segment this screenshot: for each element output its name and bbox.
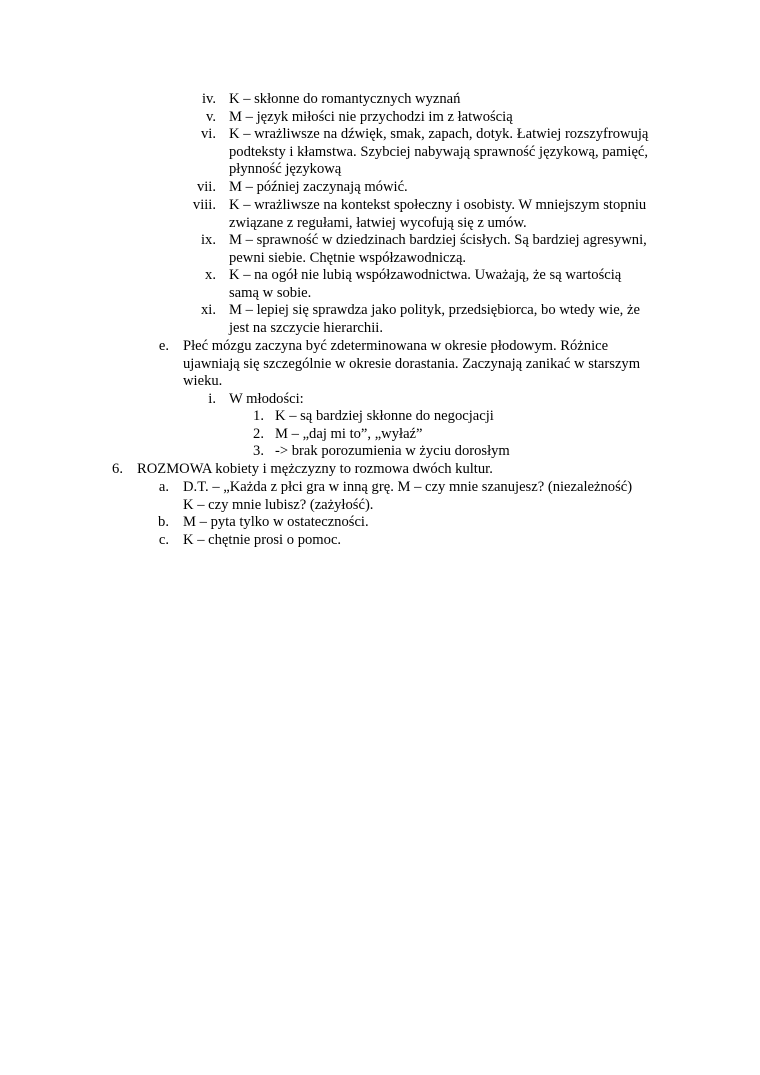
list-marker: e. [158, 338, 169, 354]
list-item-text: M – sprawność w dziedzinach bardziej ścisłych. Są bardziej agresywni, [229, 232, 647, 248]
list-item-text: K – skłonne do romantycznych wyznań [229, 91, 461, 107]
list-marker: 6. [112, 461, 123, 477]
list-item-text: płynność językową [229, 161, 342, 178]
list-item-text: pewni siebie. Chętnie współzawodniczą. [229, 249, 467, 266]
list-item-text: M – język miłości nie przychodzi im z łatwością [229, 109, 513, 125]
list-marker: x. [205, 267, 216, 283]
list-marker: 1. [253, 408, 264, 424]
list-item-text: M – pyta tylko w ostateczności. [183, 514, 369, 530]
list-item-text: wieku. [183, 373, 223, 390]
list-marker: vi. [201, 126, 216, 142]
list-item-text: K – wrażliwsze na kontekst społeczny i osobisty. W mniejszym stopniu [229, 197, 647, 213]
list-item-text: związane z regułami, łatwiej wycofują się z umów. [229, 214, 527, 231]
list-item-text: M – później zaczynają mówić. [229, 179, 408, 195]
list-item-text: K – na ogół nie lubią współzawodnictwa. Uważają, że są wartością [229, 267, 622, 283]
list-marker: a. [158, 479, 169, 495]
list-item-text: K – wrażliwsze na dźwięk, smak, zapach, dotyk. Łatwiej rozszyfrowują [229, 126, 649, 142]
list-marker: 3. [253, 443, 264, 459]
list-marker: xi. [201, 302, 216, 318]
list-item-text: M – lepiej się sprawdza jako polityk, przedsiębiorca, bo wtedy wie, że [229, 302, 640, 318]
list-item-text: D.T. – „Każda z płci gra w inną grę. M – czy mnie szanujesz? (niezależność) [183, 479, 633, 495]
list-marker: ix. [201, 232, 216, 248]
list-item-text: W młodości: [229, 391, 304, 407]
list-item-text: K – są bardziej skłonne do negocjacji [275, 408, 494, 424]
list-marker: v. [206, 109, 216, 125]
list-item-text: ujawniają się szczególnie w okresie dorastania. Zaczynają zanikać w starszym [183, 355, 641, 372]
list-item-text: jest na szczycie hierarchii. [229, 319, 383, 336]
list-item-text: ROZMOWA kobiety i mężczyzny to rozmowa dwóch kultur. [137, 461, 493, 477]
list-marker: b. [158, 514, 169, 530]
list-item-text: Płeć mózgu zaczyna być zdeterminowana w okresie płodowym. Różnice [183, 338, 609, 354]
list-item-text: M – „daj mi to”, „wyłaź” [275, 426, 423, 442]
list-item-text: K – chętnie prosi o pomoc. [183, 532, 342, 548]
list-item-text: -> brak porozumienia w życiu dorosłym [275, 443, 510, 459]
list-marker: viii. [192, 197, 216, 213]
list-item-text: podteksty i kłamstwa. Szybciej nabywają sprawność językową, pamięć, [229, 143, 649, 160]
list-marker: c. [158, 532, 169, 548]
list-marker: 2. [253, 426, 264, 442]
list-marker: i. [208, 391, 216, 407]
list-marker: iv. [201, 91, 216, 107]
list-marker: vii. [196, 179, 216, 195]
list-item-text: K – czy mnie lubisz? (zażyłość). [183, 496, 374, 513]
list-item-text: samą w sobie. [229, 284, 312, 301]
